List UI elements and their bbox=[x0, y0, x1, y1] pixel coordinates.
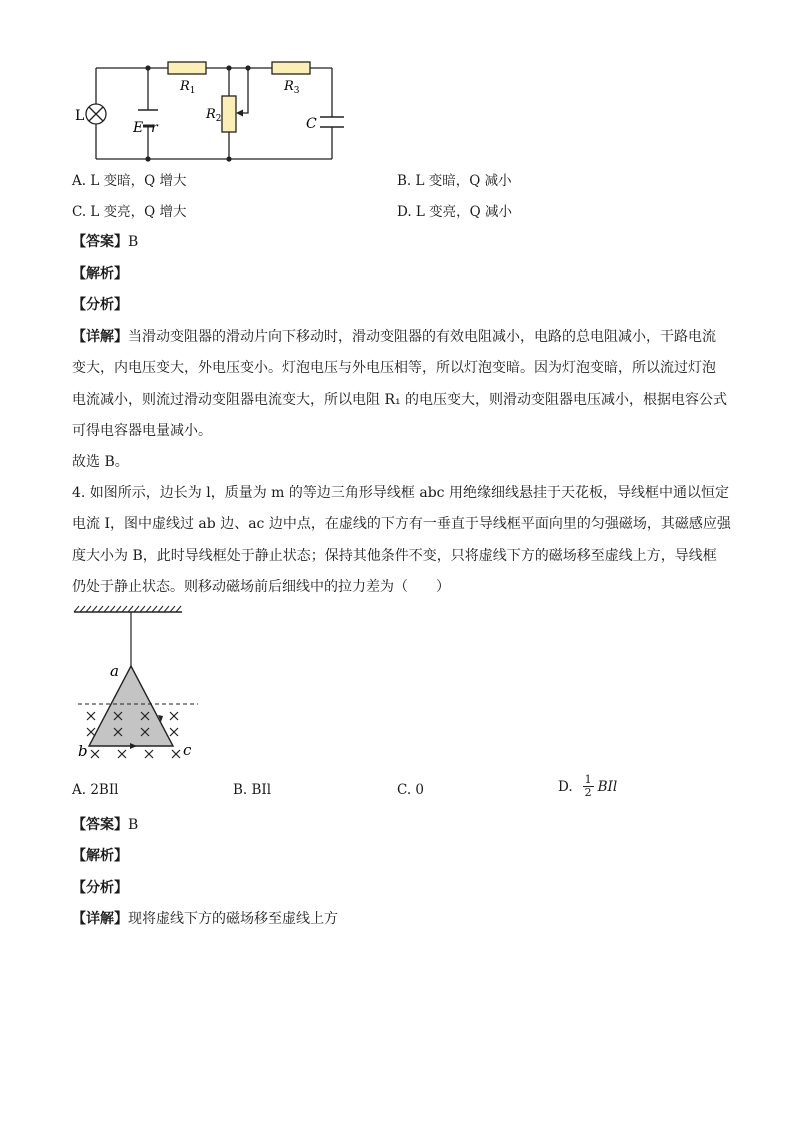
label-C: C bbox=[306, 116, 317, 132]
resistor-r1 bbox=[168, 62, 206, 74]
q4-option-b: B. BIl bbox=[233, 782, 272, 798]
q3-jiexi-heading: 【解析】 bbox=[72, 266, 128, 282]
q4-stem-line-1: 4. 如图所示，边长为 l，质量为 m 的等边三角形导线框 abc 用绝缘细线悬挂于天花板，导线框中通以恒定 bbox=[72, 485, 729, 501]
q3-option-d: D. L 变亮，Q 减小 bbox=[397, 204, 513, 220]
rheostat-r2 bbox=[222, 96, 236, 132]
q4-option-d: D. 1 2 BIl bbox=[558, 773, 618, 799]
circuit-diagram bbox=[70, 55, 360, 170]
q3-option-a: A. L 变暗，Q 增大 bbox=[72, 173, 187, 189]
q3-answer: 【答案】B bbox=[72, 234, 139, 250]
q4-stem-line-2: 电流 I，图中虚线过 ab 边、ac 边中点，在虚线的下方有一垂直于导线框平面向里的匀强磁场，其磁感应强 bbox=[72, 516, 731, 532]
q3-option-b: B. L 变暗，Q 减小 bbox=[397, 173, 512, 189]
q3-detail-line-1: 【详解】当滑动变阻器的滑动片向下移动时，滑动变阻器的有效电阻减小，电路的总电阻减小，干路电流 bbox=[72, 329, 716, 345]
label-R1: R bbox=[180, 79, 190, 94]
q4-stem-line-4: 仍处于静止状态。则移动磁场前后细线中的拉力差为（ ） bbox=[72, 579, 450, 595]
q4-stem-line-3: 度大小为 B，此时导线框处于静止状态；保持其他条件不变，只将虚线下方的磁场移至虚线上方，导线框 bbox=[72, 548, 717, 564]
q4-fenxi-heading: 【分析】 bbox=[72, 880, 128, 896]
label-r: r bbox=[151, 120, 158, 136]
capacitor-icon bbox=[320, 117, 344, 127]
wire-frame-triangle bbox=[89, 666, 173, 746]
q4-detail: 【详解】现将虚线下方的磁场移至虚线上方 bbox=[72, 911, 338, 927]
vertex-label-a: a bbox=[110, 662, 119, 680]
q4-jiexi-heading: 【解析】 bbox=[72, 848, 128, 864]
q3-fenxi-heading: 【分析】 bbox=[72, 297, 128, 313]
triangle-figure bbox=[68, 602, 208, 764]
q3-option-c: C. L 变亮，Q 增大 bbox=[72, 204, 187, 220]
q4-option-a: A. 2BIl bbox=[72, 782, 119, 798]
q3-conclusion: 故选 B。 bbox=[72, 454, 129, 470]
q3-detail-line-3: 电流减小，则流过滑动变阻器电流变大，所以电阻 R₁ 的电压变大，则滑动变阻器电压减小，根据电容公式 bbox=[72, 392, 728, 408]
svg-text:R2: $R_2$ bbox=[206, 107, 222, 124]
slider-arrow-icon bbox=[236, 110, 243, 117]
q3-detail-line-4: 可得电容器电量减小。 bbox=[72, 423, 212, 439]
label-R2: R bbox=[206, 107, 216, 122]
vertex-label-b: b bbox=[78, 742, 88, 760]
q3-detail-line-2: 变大，内电压变大，外电压变小。灯泡电压与外电压相等，所以灯泡变暗。因为灯泡变暗，所以流过灯泡 bbox=[72, 360, 716, 376]
q4-option-c: C. 0 bbox=[397, 782, 425, 798]
svg-text:R1: $R_1$ bbox=[180, 79, 196, 96]
q4-answer: 【答案】B bbox=[72, 817, 139, 833]
lamp-icon bbox=[86, 104, 106, 124]
resistor-r3 bbox=[272, 62, 310, 74]
svg-text:R3: $R_3$ bbox=[284, 79, 300, 96]
label-R3: R bbox=[284, 79, 294, 94]
vertex-label-c: c bbox=[183, 741, 192, 759]
label-L: L bbox=[75, 108, 85, 124]
label-E: E bbox=[133, 120, 144, 136]
